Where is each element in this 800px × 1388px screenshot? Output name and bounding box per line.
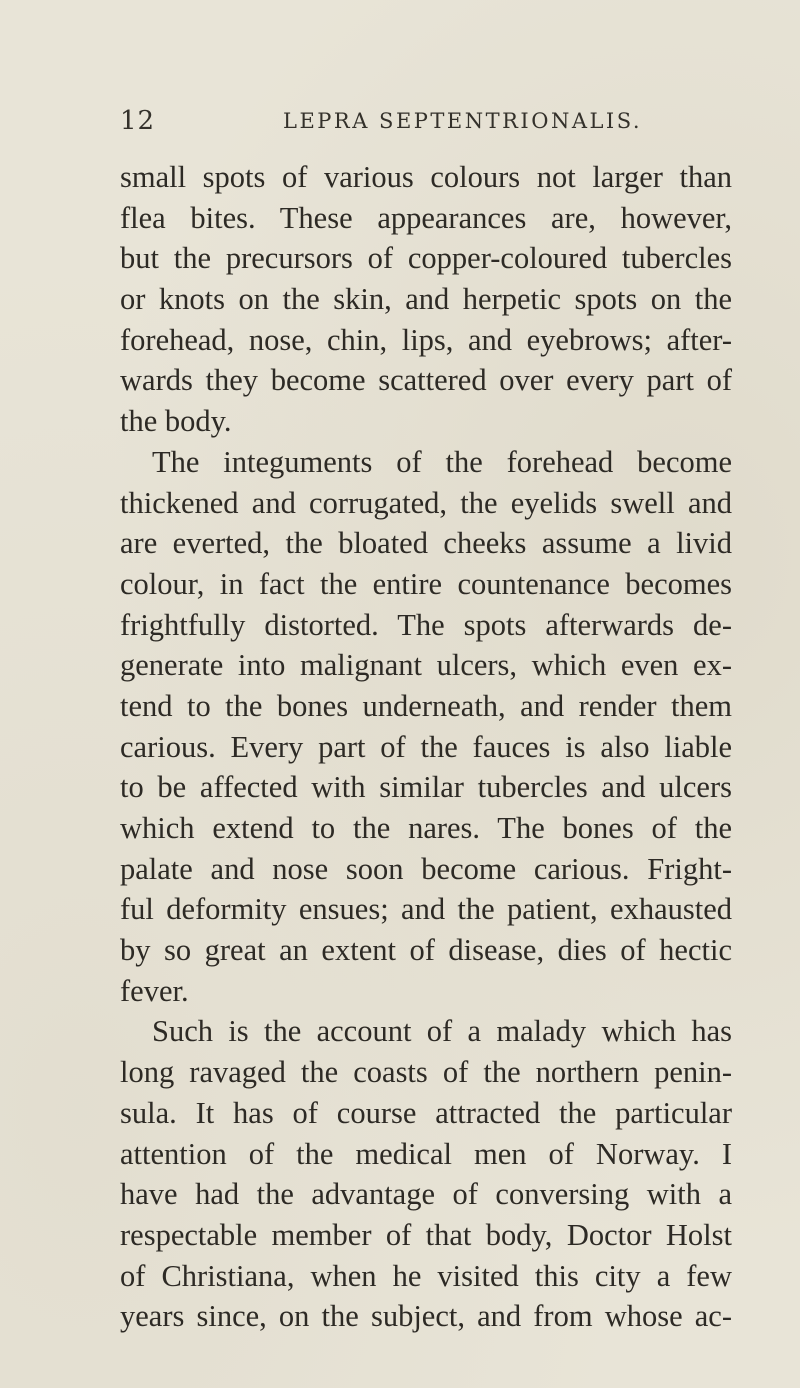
text-line: to be affected with similar tubercles and ulcers (120, 770, 732, 805)
running-title: LEPRA SEPTENTRIONALIS. (283, 109, 643, 133)
text-line: thickened and corrugated, the eyelids swell and (120, 485, 732, 520)
text-line: flea bites. These appearances are, however, (120, 200, 732, 235)
text-line: but the precursors of copper-coloured tubercles (120, 241, 732, 276)
text-line: long ravaged the coasts of the northern penin- (120, 1055, 732, 1090)
text-line: colour, in fact the entire countenance becomes (120, 566, 732, 601)
page-number: 12 (120, 106, 156, 136)
text-line: by so great an extent of disease, dies of hectic (120, 933, 732, 968)
text-line: attention of the medical men of Norway. I (120, 1136, 732, 1171)
paragraph-start-line: The integuments of the forehead become (152, 444, 732, 479)
running-head (120, 106, 720, 138)
text-line: which extend to the nares. The bones of the (120, 811, 732, 845)
text-line: have had the advantage of conversing with a (120, 1177, 732, 1212)
paragraph-start-line: Such is the account of a malady which has (152, 1014, 732, 1049)
text-line: sula. It has of course attracted the particular (120, 1095, 732, 1130)
text-line: are everted, the bloated cheeks assume a livid (120, 526, 732, 561)
text-line: wards they become scattered over every part of (120, 363, 732, 398)
text-line: carious. Every part of the fauces is also liable (120, 729, 732, 764)
text-line: forehead, nose, chin, lips, and eyebrows; after- (120, 322, 732, 357)
text-line: years since, on the subject, and from whose ac- (120, 1299, 732, 1334)
text-line: tend to the bones underneath, and render them (120, 688, 732, 723)
text-line: the body. (120, 404, 232, 439)
text-line: of Christiana, when he visited this city a few (120, 1258, 732, 1293)
text-line: ful deformity ensues; and the patient, exhausted (120, 892, 732, 927)
text-line: fever. (120, 973, 189, 1008)
text-line: small spots of various colours not larger than (120, 160, 732, 194)
text-line: palate and nose soon become carious. Fright- (120, 851, 732, 886)
text-line: generate into malignant ulcers, which even ex- (120, 648, 732, 683)
text-line: respectable member of that body, Doctor Holst (120, 1217, 732, 1252)
text-line: frightfully distorted. The spots afterwards de- (120, 607, 732, 642)
body-text (120, 157, 732, 1337)
text-line: or knots on the skin, and herpetic spots on the (120, 282, 732, 317)
